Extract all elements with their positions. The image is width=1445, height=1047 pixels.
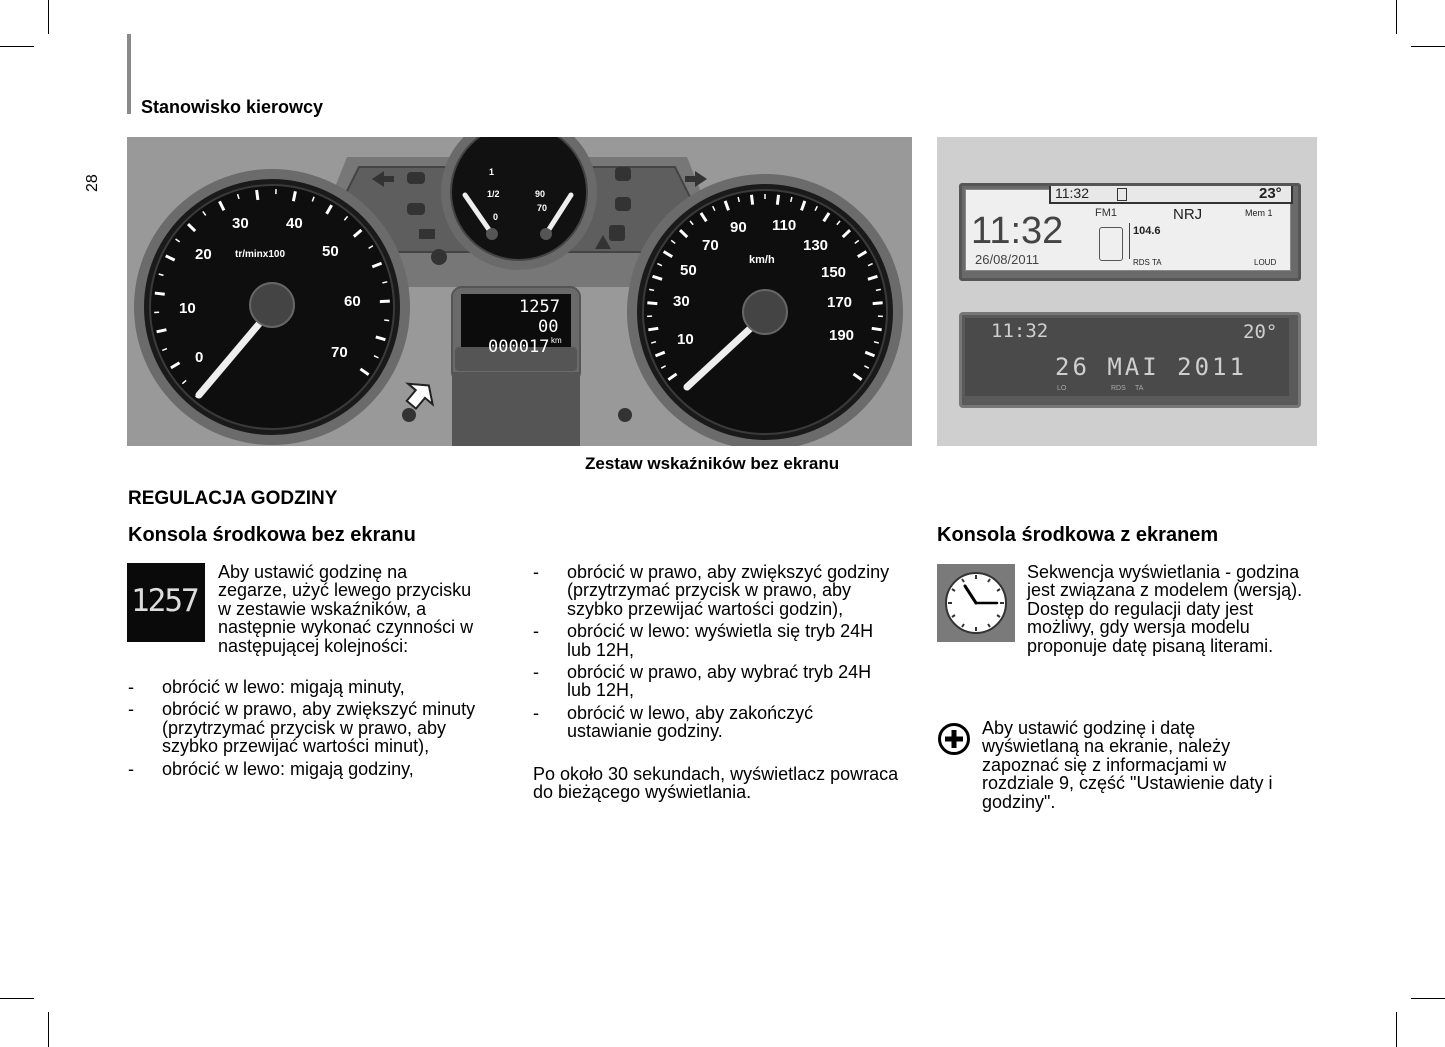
display-line-1: 1257 bbox=[519, 297, 560, 317]
crop-mark bbox=[0, 46, 34, 47]
radio-freq: 104.6 bbox=[1133, 225, 1161, 237]
display-line-3: 000017 bbox=[488, 337, 550, 357]
dashboard-illustration bbox=[127, 137, 912, 446]
battery-icon bbox=[1117, 188, 1127, 201]
tach-label: 30 bbox=[232, 215, 249, 232]
clock-display-icon-text: 1257 bbox=[131, 583, 198, 619]
tach-label: 70 bbox=[331, 344, 348, 361]
gauge-tick bbox=[157, 330, 167, 332]
list-item: - obrócić w prawo, aby wybrać tryb 24H lub 12H, bbox=[533, 663, 893, 700]
main-heading: REGULACJA GODZINY bbox=[128, 488, 338, 509]
speed-label: 50 bbox=[680, 262, 697, 279]
tach-label: 40 bbox=[286, 215, 303, 232]
gauge-tick bbox=[647, 303, 657, 304]
segment-indicator: LO bbox=[1057, 385, 1067, 392]
gauge-tick bbox=[384, 320, 389, 321]
segment-indicator: RDS bbox=[1111, 385, 1126, 392]
gauge-tick bbox=[649, 289, 654, 290]
crop-mark bbox=[1411, 46, 1445, 47]
speed-label: 130 bbox=[803, 237, 829, 254]
dashboard-svg bbox=[127, 137, 912, 446]
crop-mark bbox=[1396, 0, 1397, 34]
list-item: - obrócić w prawo, aby zwiększyć minuty (przytrzymać przycisk w prawo, aby szybko przewijać wartości minut), bbox=[128, 700, 478, 755]
list-item: - obrócić w prawo, aby zwiększyć godziny (przytrzymać przycisk w prawo, aby szybko przewijać wartości godzin), bbox=[533, 563, 893, 618]
tach-label: 10 bbox=[179, 300, 196, 317]
tach-label: 20 bbox=[195, 246, 212, 263]
crop-mark bbox=[48, 1012, 49, 1047]
col1-intro: Aby ustawić godzinę na zegarze, użyć lewego przycisku w zestawie wskaźników, a następnie wykonać czynności w następującej kolejności: bbox=[218, 562, 474, 656]
gauge-tick bbox=[293, 191, 295, 201]
clock-display-icon bbox=[127, 563, 205, 642]
gauge-tick bbox=[382, 282, 387, 283]
tach-label: 50 bbox=[322, 243, 339, 260]
gauge-tick bbox=[876, 289, 881, 290]
speed-label: 70 bbox=[702, 237, 719, 254]
antenna-icon bbox=[1099, 227, 1123, 261]
radio-mem: Mem 1 bbox=[1245, 208, 1273, 218]
tach-unit: tr/minx100 bbox=[235, 249, 286, 260]
temp-label: 90 bbox=[535, 189, 546, 199]
fuel-label: 1/2 bbox=[487, 189, 500, 199]
segment-date: 26 MAI 2011 bbox=[1055, 353, 1247, 381]
temp-label: 70 bbox=[537, 203, 548, 213]
crop-mark bbox=[48, 0, 49, 34]
speed-label: 30 bbox=[673, 293, 690, 310]
radio-loud: LOUD bbox=[1254, 258, 1277, 267]
radio-displays-illustration bbox=[937, 137, 1317, 446]
radio-temp-small: 23° bbox=[1259, 185, 1282, 202]
gauge-tick bbox=[257, 190, 258, 200]
page-number: 28 bbox=[84, 174, 101, 192]
gauge-tick bbox=[872, 328, 882, 330]
list-item: - obrócić w lewo: migają godziny, bbox=[128, 760, 478, 778]
speed-label: 110 bbox=[772, 217, 797, 234]
gauge-tick bbox=[873, 303, 883, 304]
crop-mark bbox=[1411, 998, 1445, 999]
segment-time: 11:32 bbox=[991, 320, 1049, 342]
radio-date: 26/08/2011 bbox=[975, 252, 1040, 267]
col3-note: Aby ustawić godzinę i datę wyświetlaną na ekranie, należy zapoznać się z informacjami w rozdziale 9, część "Ustawienie daty i godziny". bbox=[982, 718, 1273, 812]
col2-closing: Po około 30 sekundach, wyświetlacz powraca do bieżącego wyświetlania. bbox=[533, 764, 899, 803]
speed-unit: km/h bbox=[749, 254, 775, 266]
col1-list bbox=[128, 678, 478, 782]
gauge-tick bbox=[777, 195, 778, 205]
header-bar bbox=[127, 34, 131, 114]
radio-station: NRJ bbox=[1173, 206, 1203, 223]
crop-mark bbox=[1396, 1012, 1397, 1047]
left-knob bbox=[402, 408, 416, 422]
col2-list bbox=[533, 563, 893, 745]
fuel-label: 0 bbox=[493, 212, 499, 222]
segment-temp: 20° bbox=[1243, 321, 1278, 343]
plus-icon-svg bbox=[937, 722, 971, 756]
radio-rds: RDS TA bbox=[1133, 258, 1162, 267]
plus-icon bbox=[937, 722, 969, 754]
speed-label: 170 bbox=[827, 294, 853, 311]
radio-band: FM1 bbox=[1095, 207, 1117, 219]
right-knob bbox=[618, 408, 632, 422]
dashboard-caption: Zestaw wskaźników bez ekranu bbox=[585, 454, 840, 473]
fuel-label: 1 bbox=[489, 167, 495, 177]
display-line-2: 00 bbox=[538, 317, 559, 337]
speed-label: 190 bbox=[829, 327, 855, 344]
gauge-tick bbox=[155, 293, 165, 294]
list-item: - obrócić w lewo: migają minuty, bbox=[128, 678, 478, 696]
list-item: - obrócić w lewo, aby zakończyć ustawianie godziny. bbox=[533, 704, 893, 741]
section-title: Stanowisko kierowcy bbox=[141, 97, 324, 117]
segment-indicator: TA bbox=[1135, 385, 1144, 392]
clock-icon bbox=[937, 564, 1015, 642]
speed-label: 150 bbox=[821, 264, 847, 281]
gauge-tick bbox=[648, 328, 658, 330]
radio-time-small: 11:32 bbox=[1055, 185, 1089, 201]
col1-heading: Konsola środkowa bez ekranu bbox=[128, 524, 416, 546]
speed-label: 10 bbox=[677, 331, 694, 348]
display-unit: km bbox=[551, 336, 562, 345]
speed-label: 90 bbox=[730, 219, 747, 236]
radio-time-big: 11:32 bbox=[971, 210, 1064, 252]
speed-hub bbox=[743, 290, 787, 334]
crop-mark bbox=[0, 998, 34, 999]
clock-face-svg bbox=[937, 564, 1015, 642]
tach-label: 60 bbox=[344, 293, 361, 310]
col3-intro: Sekwencja wyświetlania - godzina jest związana z modelem (wersją). Dostęp do regulacji daty jest możliwy, gdy wersja modelu proponuje datę pisaną literami. bbox=[1027, 562, 1303, 656]
list-item: - obrócić w lewo: wyświetla się tryb 24H lub 12H, bbox=[533, 622, 893, 659]
tach-label: 0 bbox=[195, 349, 204, 366]
tach-hub bbox=[250, 283, 294, 327]
gauge-tick bbox=[751, 195, 752, 205]
col3-heading: Konsola środkowa z ekranem bbox=[937, 524, 1219, 546]
